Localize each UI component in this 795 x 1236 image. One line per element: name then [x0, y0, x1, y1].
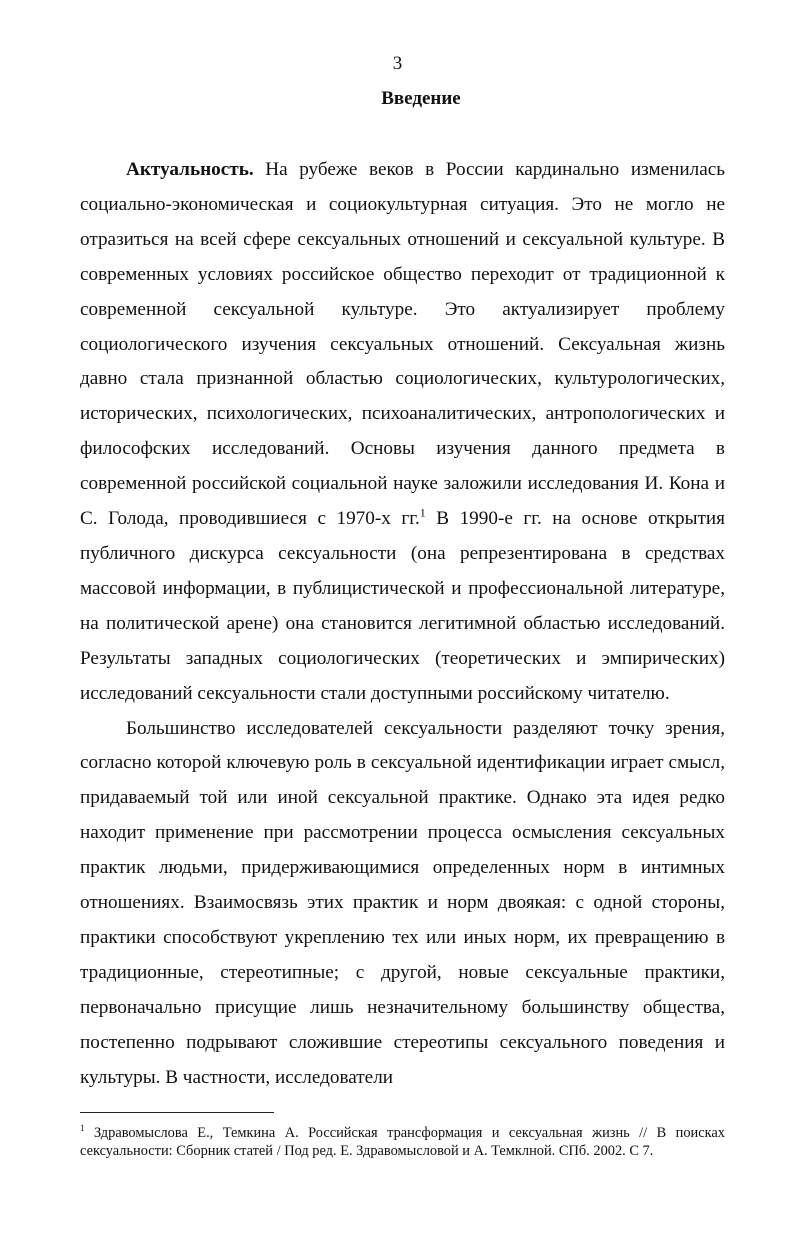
- paragraph-text: Большинство исследователей сексуальности разделяют точку зрения, согласно которой ключевую роль в сексуальной идентификации играет смысл, придаваемый той или иной сексуальной практике. Однако эта идея редко находит применение при рассмотрении процесса осмысления сексуальных практик людьми, придерживающимися определенных норм в интимных отношениях. Взаимосвязь этих практик и норм двоякая: с одной стороны, практики способствуют укреплению тех или иных норм, их превращению в традиционные, стереотипные; с другой, новые сексуальные практики, первоначально присущие лишь незначительному большинству общества, постепенно подрывают сложившие стереотипы сексуального поведения и культуры. В частности, исследователи: [80, 717, 725, 1088]
- footnote-divider: [80, 1112, 274, 1113]
- paragraph-text-part1: На рубеже веков в России кардинально изменилась социально-экономическая и социокультурная ситуация. Это не могло не отразиться на всей сфере сексуальных отношений и сексуальной культуре. В современных условиях российское общество переходит от традиционной к современной сексуальной культуре. Это актуализирует проблему социологического изучения сексуальных отношений. Сексуальная жизнь давно стала признанной областью социологических, культурологических, исторических, психологических, психоаналитических, антропологических и философских исследований. Основы изучения данного предмета в современной российской социальной науке заложили исследования И. Кона и С. Голода, проводившиеся с 1970-х гг.: [80, 159, 725, 530]
- paragraph-lead: Актуальность.: [126, 159, 254, 180]
- paragraph-text-part2: В 1990-е гг. на основе открытия публичного дискурса сексуальности (она репрезентирована в средствах массовой информации, в публицистической и профессиональной литературе, на политической арене) она становится легитимной областью исследований. Результаты западных социологических (теоретических и эмпирических) исследований сексуальности стали доступными российскому читателю.: [80, 508, 725, 704]
- section-heading: Введение: [381, 88, 461, 109]
- footnote: [80, 1124, 725, 1160]
- page-number: 3: [392, 53, 403, 74]
- main-text: [80, 153, 725, 1095]
- footnote-marker: 1: [80, 1123, 85, 1134]
- footnote-reference[interactable]: 1: [419, 505, 426, 520]
- paragraph-relevance: [80, 153, 725, 712]
- footnote-text: Здравомыслова Е., Темкина А. Российская трансформация и сексуальная жизнь // В поисках сексуальности: Сборник статей / Под ред. Е. Здравомысловой и А. Темклной. СПб. 2002. С 7.: [80, 1125, 725, 1159]
- paragraph-researchers: [80, 712, 725, 1096]
